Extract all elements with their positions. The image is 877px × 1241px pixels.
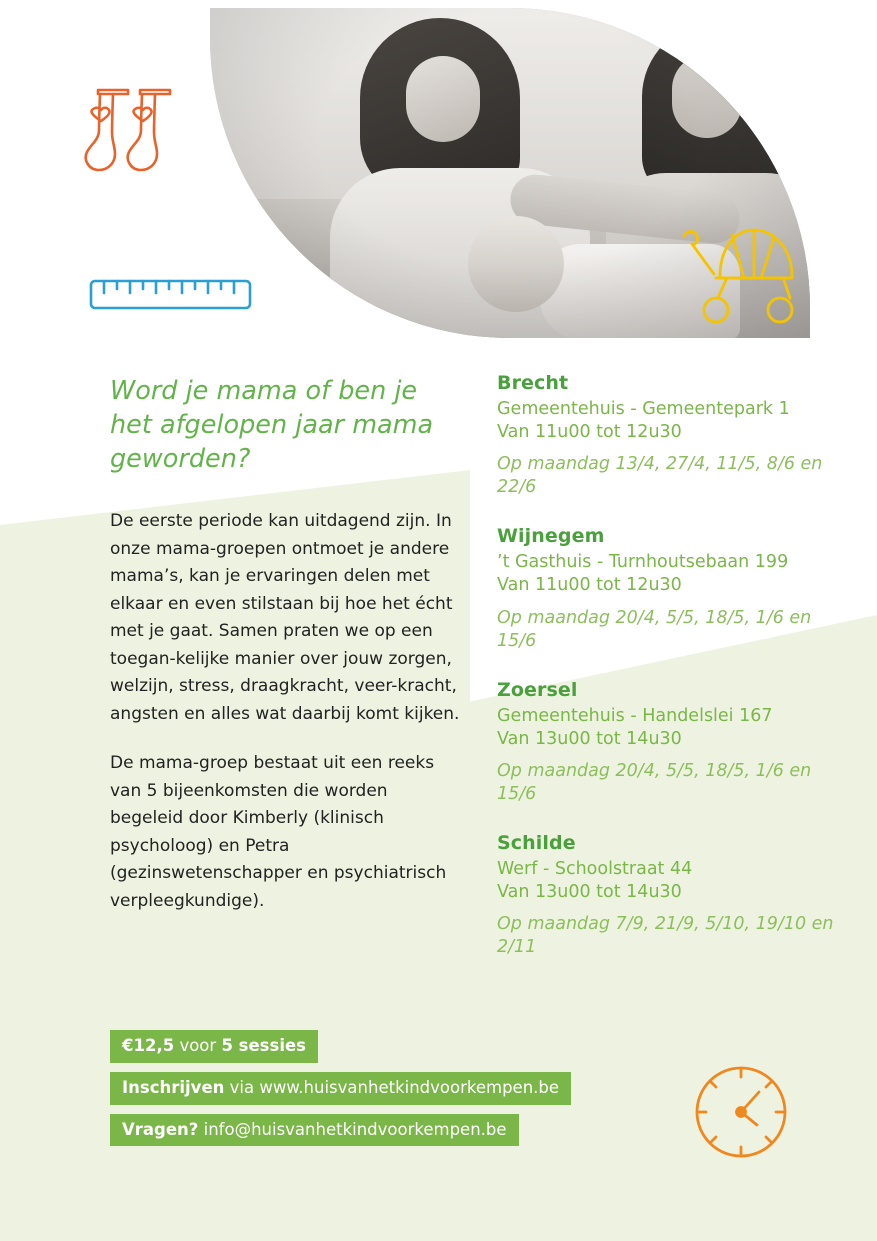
location-time: Van 11u00 tot 12u30 <box>497 575 682 596</box>
location-address: ’t Gasthuis - Turnhoutsebaan 199 <box>497 552 789 573</box>
location-item <box>497 372 837 499</box>
location-name: Zoersel <box>497 678 578 701</box>
page-title: Word je mama of ben je het afgelopen jaar mama geworden? <box>110 376 434 474</box>
location-address: Gemeentehuis - Gemeentepark 1 <box>497 399 790 419</box>
location-dates: Op maandag 20/4, 5/5, 18/5, 1/6 en 15/6 <box>497 760 812 805</box>
location-time: Van 13u00 tot 14u30 <box>497 882 682 903</box>
location-item <box>497 679 837 806</box>
register-label: Inschrijven <box>122 1077 225 1097</box>
questions-bar[interactable] <box>110 1114 519 1147</box>
body-paragraph-2: De mama-groep bestaat uit een reeks van 5 bijeenkomsten die worden begeleid door Kimberly (klinisch psycholoog) en Petra (gezinswetenschapper en psychiatrisch verpleegkundige). <box>110 753 447 911</box>
location-address: Gemeentehuis - Handelslei 167 <box>497 705 773 726</box>
location-item <box>497 832 837 959</box>
location-time: Van 13u00 tot 14u30 <box>497 728 682 749</box>
location-name: Brecht <box>497 372 569 394</box>
location-dates: Op maandag 13/4, 27/4, 11/5, 8/6 en 22/6 <box>497 454 823 498</box>
location-name: Schilde <box>497 832 576 855</box>
ruler-icon <box>88 272 253 322</box>
body-paragraph-1: De eerste periode kan uitdagend zijn. In onze mama-groepen ontmoet je andere mama’s, kan je ervaringen delen met elkaar en even stilstaan bij hoe het écht met je gaat. Samen praten we op een toegan-kelijke manier over jouw zorgen, welzijn, stress, draagkracht, veer-kracht, angsten en alles wat daarbij komt kijken. <box>110 511 460 724</box>
questions-email[interactable]: info@huisvanhetkindvoorkempen.be <box>198 1119 507 1139</box>
price-amount: €12,5 <box>122 1036 175 1055</box>
location-item <box>497 525 837 652</box>
questions-label: Vragen? <box>122 1119 199 1139</box>
location-dates: Op maandag 7/9, 21/9, 5/10, 19/10 en 2/11 <box>497 914 834 958</box>
clock-icon <box>686 1056 796 1170</box>
info-bars <box>110 1030 571 1155</box>
register-bar[interactable] <box>110 1072 571 1105</box>
location-address: Werf - Schoolstraat 44 <box>497 859 693 880</box>
locations-list <box>497 372 837 960</box>
body-copy <box>110 508 460 915</box>
register-url[interactable]: via www.huisvanhetkindvoorkempen.be <box>224 1077 560 1097</box>
price-separator: voor <box>174 1036 222 1055</box>
location-time: Van 11u00 tot 12u30 <box>497 422 682 443</box>
price-sessions: 5 sessies <box>221 1036 306 1055</box>
baby-socks-icon <box>78 78 188 192</box>
location-dates: Op maandag 20/4, 5/5, 18/5, 1/6 en 15/6 <box>497 607 812 651</box>
pram-icon <box>676 218 801 334</box>
price-bar <box>110 1030 318 1063</box>
location-name: Wijnegem <box>497 525 605 548</box>
